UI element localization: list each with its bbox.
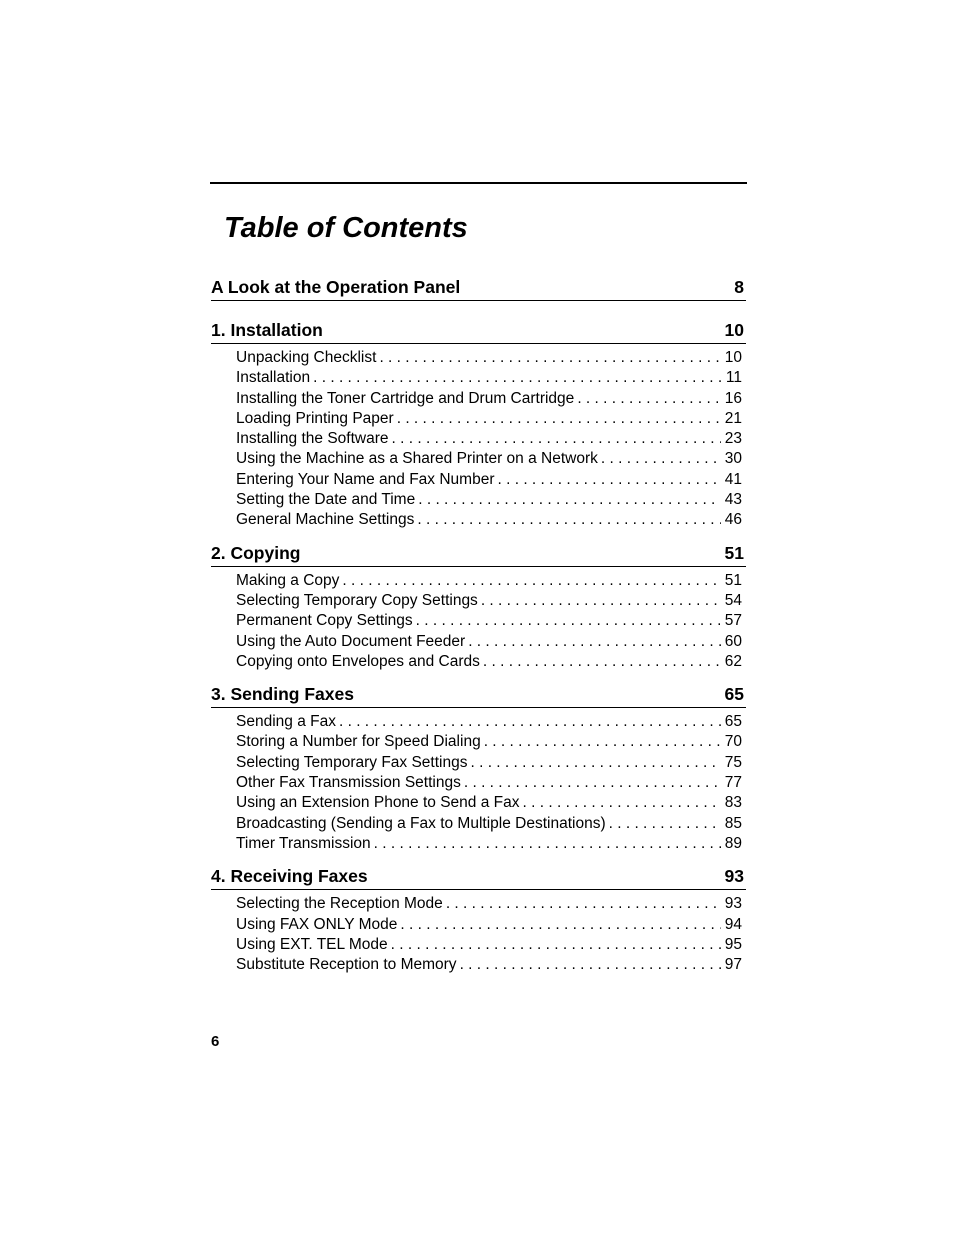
toc-entry[interactable] <box>236 368 746 388</box>
dot-leader <box>416 611 721 631</box>
entry-page-number: 46 <box>724 511 742 529</box>
section-entry-list <box>211 708 746 854</box>
entry-page-number: 65 <box>724 713 742 731</box>
toc-entry[interactable] <box>236 348 746 368</box>
entry-title: Storing a Number for Speed Dialing <box>236 733 481 751</box>
entry-title: Installing the Software <box>236 430 389 448</box>
dot-leader <box>460 955 721 975</box>
entry-page-number: 94 <box>724 915 742 933</box>
entry-title: Entering Your Name and Fax Number <box>236 470 495 488</box>
entry-page-number: 70 <box>724 733 742 751</box>
entry-page-number: 97 <box>724 956 742 974</box>
section-heading[interactable] <box>211 276 746 301</box>
page-title: Table of Contents <box>224 212 468 244</box>
toc-entry[interactable] <box>236 814 746 834</box>
entry-title: Sending a Fax <box>236 713 336 731</box>
entry-page-number: 89 <box>724 834 742 852</box>
entry-page-number: 95 <box>724 935 742 953</box>
toc-section-sending-faxes <box>211 683 746 865</box>
toc-entry[interactable] <box>236 773 746 793</box>
toc-entry[interactable] <box>236 611 746 631</box>
toc-entry[interactable] <box>236 470 746 490</box>
section-entry-list <box>211 567 746 672</box>
top-rule <box>210 182 747 184</box>
entry-page-number: 30 <box>724 450 742 468</box>
dot-leader <box>374 834 721 854</box>
table-of-contents <box>211 276 746 975</box>
section-page-number: 51 <box>724 542 744 563</box>
entry-title: Copying onto Envelopes and Cards <box>236 652 480 670</box>
toc-entry[interactable] <box>236 732 746 752</box>
entry-title: Selecting the Reception Mode <box>236 895 443 913</box>
entry-page-number: 57 <box>724 612 742 630</box>
dot-leader <box>497 470 720 490</box>
section-heading[interactable] <box>211 683 746 708</box>
dot-leader <box>470 753 720 773</box>
entry-page-number: 16 <box>724 389 742 407</box>
entry-page-number: 21 <box>724 409 742 427</box>
toc-entry[interactable] <box>236 915 746 935</box>
entry-title: Selecting Temporary Copy Settings <box>236 591 478 609</box>
toc-entry[interactable] <box>236 632 746 652</box>
toc-entry[interactable] <box>236 955 746 975</box>
entry-title: Using the Auto Document Feeder <box>236 632 466 650</box>
section-heading[interactable] <box>211 865 746 890</box>
toc-entry[interactable] <box>236 409 746 429</box>
section-page-number: 10 <box>724 320 744 340</box>
toc-entry[interactable] <box>236 894 746 914</box>
entry-title: Setting the Date and Time <box>236 491 416 509</box>
dot-leader <box>577 389 720 409</box>
toc-entry[interactable] <box>236 571 746 591</box>
entry-title: Selecting Temporary Fax Settings <box>236 753 468 771</box>
entry-page-number: 62 <box>724 652 742 670</box>
toc-section-operation-panel <box>211 276 746 319</box>
section-page-number: 8 <box>734 277 744 297</box>
toc-section-copying <box>211 542 746 683</box>
entry-page-number: 10 <box>724 349 742 366</box>
section-page-number: 93 <box>724 866 744 887</box>
entry-title: Using the Machine as a Shared Printer on a Network <box>236 450 598 468</box>
section-heading[interactable] <box>211 319 746 344</box>
toc-entry[interactable] <box>236 753 746 773</box>
entry-page-number: 93 <box>724 895 742 913</box>
entry-title: Using an Extension Phone to Send a Fax <box>236 794 520 812</box>
entry-title: Installing the Toner Cartridge and Drum Cartridge <box>236 389 575 407</box>
dot-leader <box>484 732 721 752</box>
entry-page-number: 51 <box>724 571 742 589</box>
toc-entry[interactable] <box>236 449 746 469</box>
entry-title: Using FAX ONLY Mode <box>236 915 398 933</box>
entry-page-number: 83 <box>724 794 742 812</box>
dot-leader <box>342 571 720 591</box>
toc-entry[interactable] <box>236 712 746 732</box>
section-page-number: 65 <box>724 684 744 705</box>
toc-entry[interactable] <box>236 389 746 409</box>
toc-entry[interactable] <box>236 429 746 449</box>
toc-section-receiving-faxes <box>211 865 746 975</box>
entry-page-number: 85 <box>724 814 742 832</box>
entry-page-number: 75 <box>724 753 742 771</box>
dot-leader <box>523 793 721 813</box>
entry-title: General Machine Settings <box>236 511 415 529</box>
entry-title: Other Fax Transmission Settings <box>236 774 461 792</box>
toc-entry[interactable] <box>236 490 746 510</box>
dot-leader <box>481 591 721 611</box>
dot-leader <box>339 712 721 732</box>
toc-entry[interactable] <box>236 834 746 854</box>
section-title: 1. Installation <box>211 320 323 340</box>
page-number: 6 <box>211 1033 220 1050</box>
toc-entry[interactable] <box>236 510 746 530</box>
section-entry-list <box>211 344 746 531</box>
dot-leader <box>379 348 720 368</box>
dot-leader <box>446 894 721 914</box>
entry-page-number: 54 <box>724 591 742 609</box>
entry-title: Broadcasting (Sending a Fax to Multiple Destinations) <box>236 814 606 832</box>
entry-title: Using EXT. TEL Mode <box>236 935 388 953</box>
section-title: A Look at the Operation Panel <box>211 277 461 297</box>
dot-leader <box>417 510 720 530</box>
dot-leader <box>400 915 720 935</box>
entry-title: Permanent Copy Settings <box>236 612 413 630</box>
entry-page-number: 11 <box>725 369 742 387</box>
dot-leader <box>464 773 721 793</box>
dot-leader <box>397 409 721 429</box>
entry-title: Timer Transmission <box>236 834 371 852</box>
toc-entry[interactable] <box>236 652 746 672</box>
dot-leader <box>468 632 721 652</box>
section-title: 2. Copying <box>211 542 301 563</box>
entry-page-number: 43 <box>724 491 742 509</box>
entry-title: Loading Printing Paper <box>236 409 394 427</box>
entry-title: Unpacking Checklist <box>236 349 377 366</box>
toc-section-installation <box>211 319 746 542</box>
dot-leader <box>391 935 721 955</box>
entry-page-number: 23 <box>724 430 742 448</box>
dot-leader <box>483 652 721 672</box>
dot-leader <box>313 368 722 388</box>
section-entry-list <box>211 890 746 975</box>
entry-title: Installation <box>236 369 311 387</box>
entry-page-number: 77 <box>724 774 742 792</box>
dot-leader <box>392 429 721 449</box>
section-title: 4. Receiving Faxes <box>211 866 368 887</box>
entry-page-number: 60 <box>724 632 742 650</box>
dot-leader <box>609 814 721 834</box>
dot-leader <box>601 449 721 469</box>
dot-leader <box>418 490 721 510</box>
toc-entry[interactable] <box>236 591 746 611</box>
section-title: 3. Sending Faxes <box>211 684 354 705</box>
entry-page-number: 41 <box>724 470 742 488</box>
entry-title: Making a Copy <box>236 571 340 589</box>
toc-entry[interactable] <box>236 935 746 955</box>
section-heading[interactable] <box>211 542 746 567</box>
toc-entry[interactable] <box>236 793 746 813</box>
entry-title: Substitute Reception to Memory <box>236 956 457 974</box>
